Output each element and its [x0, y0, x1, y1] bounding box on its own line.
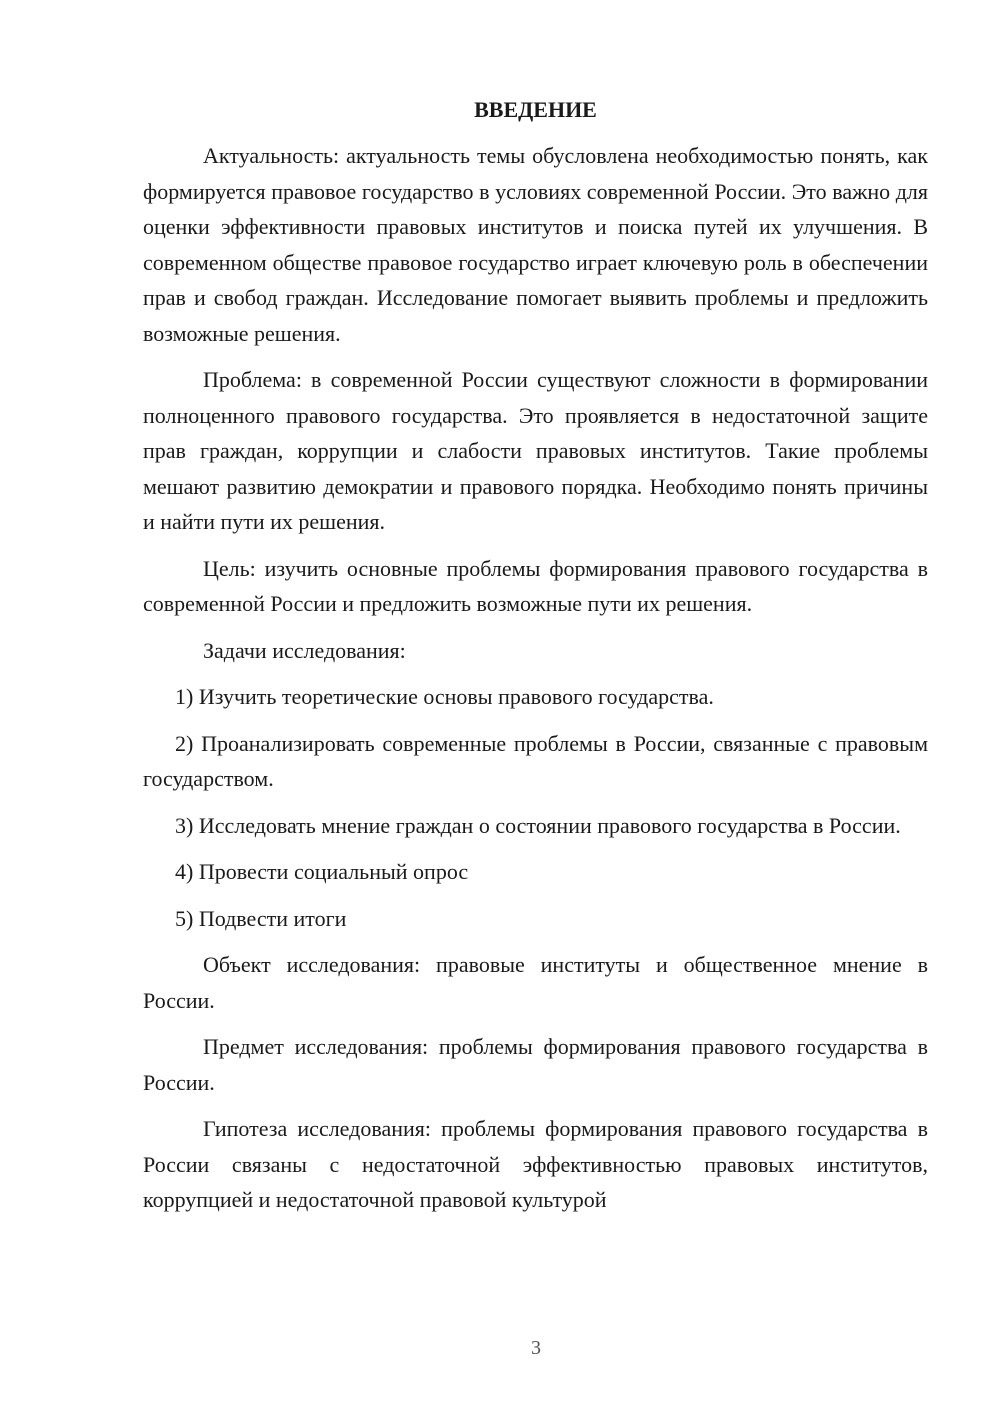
page-number: 3	[531, 1337, 541, 1359]
subject-paragraph: Предмет исследования: проблемы формирования правового государства в России.	[143, 1034, 928, 1095]
page-content	[143, 96, 928, 1229]
task-item-1: 1) Изучить теоретические основы правового государства.	[175, 684, 714, 709]
task-item-5: 5) Подвести итоги	[175, 905, 347, 931]
task-item-4: 4) Провести социальный опрос	[175, 859, 469, 884]
task-item-2: 2) Проанализировать современные проблемы в России, связанные с правовым государством.	[143, 730, 928, 791]
relevance-paragraph: Актуальность: актуальность темы обусловлена необходимостью понять, как формируется правовое государство в условиях современной России. Это важно для оценки эффективности правовых институтов и поиска путей их улучшения. В современном обществе правовое государство играет ключевую роль в обеспечении прав и свобод граждан. Исследование помогает выявить проблемы и предложить возможные решения.	[143, 143, 928, 346]
goal-paragraph: Цель: изучить основные проблемы формирования правового государства в современной России и предложить возможные пути их решения.	[143, 555, 928, 616]
task-item-3: 3) Исследовать мнение граждан о состоянии правового государства в России.	[175, 812, 901, 838]
tasks-heading: Задачи исследования:	[203, 637, 406, 663]
hypothesis-paragraph: Гипотеза исследования: проблемы формирования правового государства в России связаны с недостаточной эффективностью правовых институтов, коррупцией и недостаточной правовой культурой	[143, 1116, 928, 1212]
problem-paragraph: Проблема: в современной России существуют сложности в формировании полноценного правового государства. Это проявляется в недостаточной защите прав граждан, коррупции и слабости правовых институтов. Такие проблемы мешают развитию демократии и правового порядка. Необходимо понять причины и найти пути их решения.	[143, 367, 928, 534]
section-title: ВВЕДЕНИЕ	[474, 97, 597, 122]
object-paragraph: Объект исследования: правовые институты и общественное мнение в России.	[143, 952, 928, 1013]
